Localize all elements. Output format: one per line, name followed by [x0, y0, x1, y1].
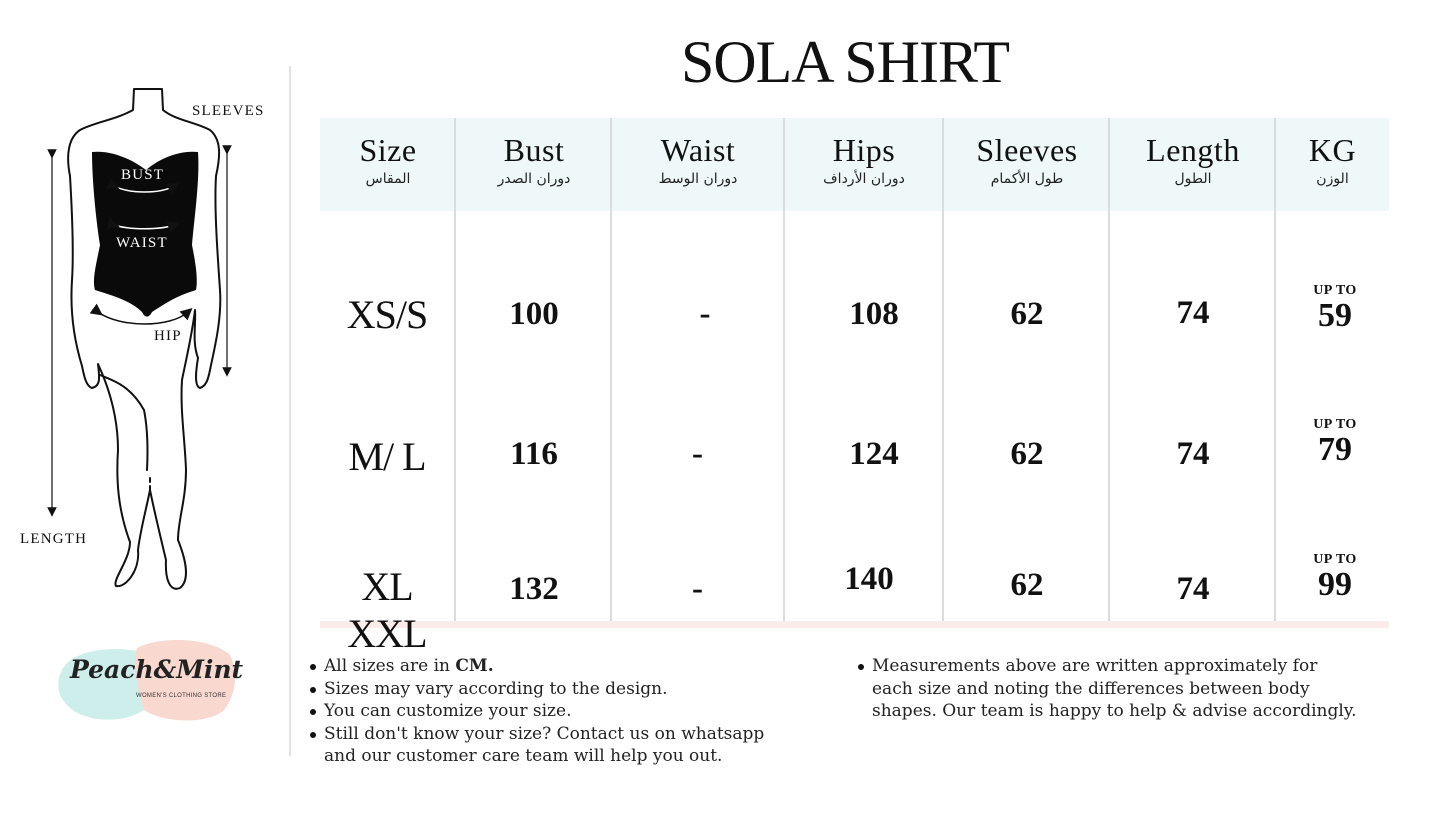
row-size: XL XXL	[347, 564, 427, 656]
header-label-arabic: المقاس	[365, 171, 411, 187]
row-length: 74	[1176, 295, 1210, 331]
header-size	[320, 118, 456, 211]
bust-label: BUST	[121, 167, 165, 183]
header-label-arabic: الطول	[1174, 171, 1212, 187]
note-text: each size and noting the differences between body	[872, 678, 1310, 699]
kg-value: 79	[1318, 431, 1352, 468]
note-unit: CM.	[455, 656, 494, 676]
note-item: Sizes may vary according to the design.	[308, 678, 828, 701]
kg-value: 59	[1318, 297, 1352, 334]
hip-label: HIP	[154, 328, 182, 344]
row-size: M/ L	[348, 434, 426, 479]
note-text: and our customer care team will help you out.	[324, 746, 723, 766]
header-label: Sleeves	[976, 132, 1078, 168]
header-label-arabic: الوزن	[1316, 171, 1349, 187]
header-hips	[785, 118, 943, 211]
row-size: XS/S	[346, 292, 428, 337]
header-sleeves	[944, 118, 1110, 211]
notes-left	[308, 655, 828, 768]
note-item	[308, 723, 828, 768]
header-label-arabic: دوران الوسط	[658, 171, 738, 187]
header-label: Size	[359, 132, 417, 168]
row-waist: -	[692, 436, 703, 472]
row-bust: 100	[509, 296, 559, 332]
row-bust: 116	[510, 436, 558, 472]
row-waist: -	[699, 296, 711, 332]
page-title: SOLA SHIRT	[680, 29, 1010, 95]
header-label: Waist	[660, 132, 736, 168]
note-item	[308, 655, 828, 678]
kg-prefix: UP TO	[1313, 417, 1357, 432]
note-text: Still don't know your size? Contact us on whatsapp	[324, 723, 765, 744]
kg-prefix: UP TO	[1313, 552, 1357, 567]
header-label: Bust	[503, 132, 565, 168]
header-kg	[1276, 118, 1389, 211]
note-text: Measurements above are written approximately for	[872, 656, 1318, 676]
header-label-arabic: دوران الأرداف	[823, 171, 905, 187]
header-label: Length	[1146, 132, 1240, 168]
row-sleeves: 62	[1010, 296, 1044, 332]
row-kg	[1278, 552, 1392, 604]
size-chart-table	[320, 118, 1389, 656]
header-waist	[612, 118, 784, 211]
header-label-arabic: طول الأكمام	[990, 171, 1064, 187]
kg-value: 99	[1318, 566, 1352, 603]
row-sleeves: 62	[1010, 436, 1044, 472]
waist-label: WAIST	[116, 235, 168, 251]
note-text: shapes. Our team is happy to help & advise accordingly.	[872, 701, 1357, 721]
row-bust: 132	[509, 571, 559, 607]
row-hips: 108	[849, 296, 899, 332]
note-item: You can customize your size.	[308, 700, 828, 723]
header-bust	[456, 118, 612, 211]
row-sleeves: 62	[1010, 567, 1044, 603]
body-silhouette-icon	[0, 80, 290, 600]
length-label: LENGTH	[20, 531, 88, 547]
row-waist: -	[692, 571, 703, 607]
body-measurement-figure	[0, 80, 290, 600]
logo-tagline: WOMEN'S CLOTHING STORE	[136, 693, 227, 699]
header-label-arabic: دوران الصدر	[497, 171, 571, 187]
row-length: 74	[1176, 571, 1210, 607]
row-hips: 140	[844, 561, 894, 597]
header-length	[1110, 118, 1276, 211]
sleeves-label: SLEEVES	[192, 103, 265, 119]
header-label: Hips	[832, 132, 896, 168]
row-kg	[1278, 283, 1392, 335]
table-footer-band	[320, 621, 1389, 628]
row-hips: 124	[849, 436, 899, 472]
note-text: All sizes are in	[324, 656, 456, 676]
notes-right	[856, 655, 1416, 723]
note-item	[856, 655, 1416, 723]
logo-wordmark: Peach&Mint	[70, 655, 244, 684]
header-label: KG	[1308, 132, 1357, 168]
kg-prefix: UP TO	[1313, 283, 1357, 298]
row-length: 74	[1176, 436, 1210, 472]
row-kg	[1278, 417, 1392, 469]
